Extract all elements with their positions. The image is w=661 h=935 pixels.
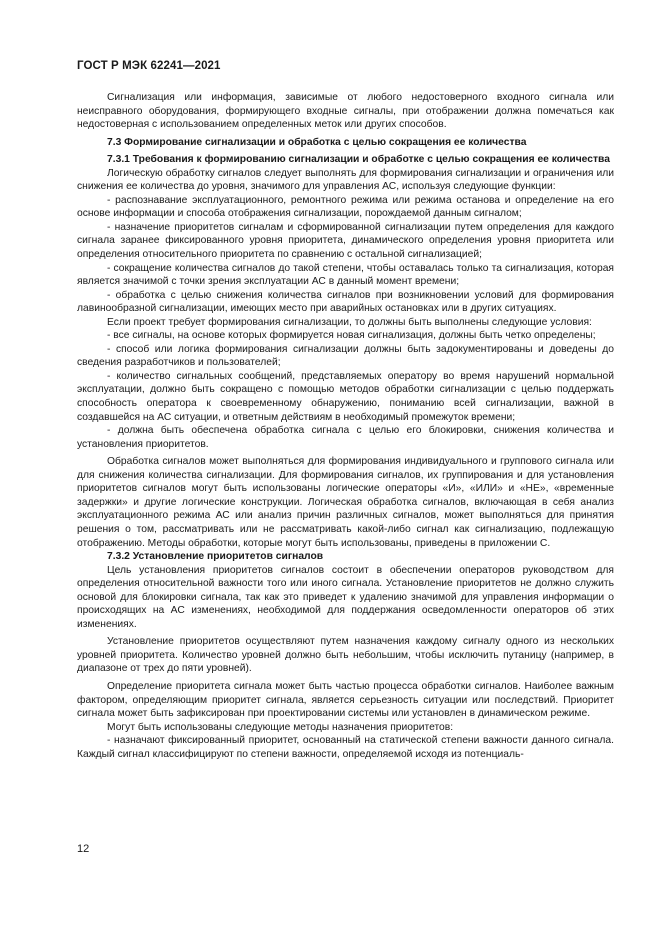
paragraph: Если проект требует формирования сигнализации, то должны быть выполнены следующие условия:	[107, 316, 592, 328]
paragraph: Логическую обработку сигналов следует выполнять для формирования сигнализации и ограничения или снижения ее количества до уровня, значимого для управления АС, используя следующие функции:	[77, 167, 614, 193]
section-heading: 7.3.2 Установление приоритетов сигналов	[107, 551, 324, 563]
paragraph: Могут быть использованы следующие методы назначения приоритетов:	[107, 721, 454, 733]
paragraph: - способ или логика формирования сигнализации должны быть задокументированы и доведены до сведения разработчиков и пользователей;	[77, 343, 614, 369]
paragraph: Цель установления приоритетов сигналов состоит в обеспечении операторов руководством для определения относительной важности того или иного сигнала. Установление приоритетов не должно служить основой для блокировки сигнала, так как это приведет к удалению значимой для управления информации о происходящих на АС изменениях, необходимой для поддержания осведомленности операторов об этих изменениях.	[77, 564, 614, 630]
paragraph: - назначение приоритетов сигналам и сформированной сигнализации путем определения для каждого сигнала заранее фиксированного уровня приоритета, динамического определения уровня приоритета или определения относительного приоритета по сравнению с остальной сигнализацией;	[77, 221, 614, 261]
body-text	[77, 91, 614, 761]
paragraph: - назначают фиксированный приоритет, основанный на статической степени важности данного сигнала. Каждый сигнал классифицируют по степени важности, определяемой исходя из потенциаль-	[77, 735, 614, 760]
page-number: 12	[77, 843, 90, 855]
paragraph: Сигнализация или информация, зависимые от любого недостоверного входного сигнала или неисправного оборудования, формирующего входные сигналы, при отображении должна помечаться как недостоверная с использованием определенных меток или других способов.	[77, 92, 614, 131]
paragraph: Установление приоритетов осуществляют путем назначения каждому сигналу одного из нескольких уровней приоритета. Количество уровней должно быть небольшим, чтобы исключить путаницу (например, в диапазоне от трех до пяти уровней).	[77, 636, 614, 675]
paragraph: - обработка с целью снижения количества сигналов при возникновении условий для формирования лавинообразной сигнализации, имеющих место при аварийных остановках или в других ситуациях.	[77, 289, 614, 315]
document-header: ГОСТ Р МЭК 62241—2021	[77, 60, 221, 72]
paragraph: - все сигналы, на основе которых формируется новая сигнализация, должны быть четко определены;	[107, 330, 596, 342]
paragraph: - распознавание эксплуатационного, ремонтного режима или режима останова и определение на его основе информации и способа отображения сигнализации, порождаемой данным сигналом;	[77, 194, 614, 220]
paragraph: - количество сигнальных сообщений, представляемых оператору во время нарушений нормальной эксплуатации, должно быть сокращено с помощью методов обработки сигнализации с целью поддержать способность оператора к своевременному обнаружению, пониманию всей сигнализации, важной в создавшейся на АС ситуации, и ответным действиям в необходимый промежуток времени;	[77, 370, 614, 423]
paragraph: Определение приоритета сигнала может быть частью процесса обработки сигналов. Наиболее важным фактором, определяющим приоритет сигнала, является серьезность ситуации или последствий. Приоритет сигнала может быть зафиксирован при проектировании системы или установлен в динамическом режиме.	[77, 680, 614, 720]
paragraph: Обработка сигналов может выполняться для формирования индивидуального и группового сигнала или для снижения количества сигнализации. Для формирования сигналов, их группирования и для установления приоритетов сигналов могут быть использованы логические операторы «И», «ИЛИ» и «НЕ», «временные задержки» и другие логические конструкции. Логическая обработка сигналов, включающая в себя анализ эксплуатационного режима АС или анализ причин различных сигналов, может выполняться для принятия решения о том, рассматривать или не рассматривать какой-либо сигнал как сигнализацию, подлежащую отображению. Методы обработки, которые могут быть использованы, приведены в приложении С.	[77, 456, 614, 549]
paragraph: - должна быть обеспечена обработка сигнала с целью его блокировки, снижения количества и установления приоритетов.	[77, 425, 614, 450]
section-heading: 7.3 Формирование сигнализации и обработка с целью сокращения ее количества	[107, 136, 527, 148]
paragraph: - сокращение количества сигналов до такой степени, чтобы оставалась только та сигнализация, которая является значимой с точки зрения эксплуатации АС в данный момент времени;	[77, 262, 614, 288]
section-heading: 7.3.1 Требования к формированию сигнализации и обработке с целью сокращения ее количества	[107, 154, 610, 166]
